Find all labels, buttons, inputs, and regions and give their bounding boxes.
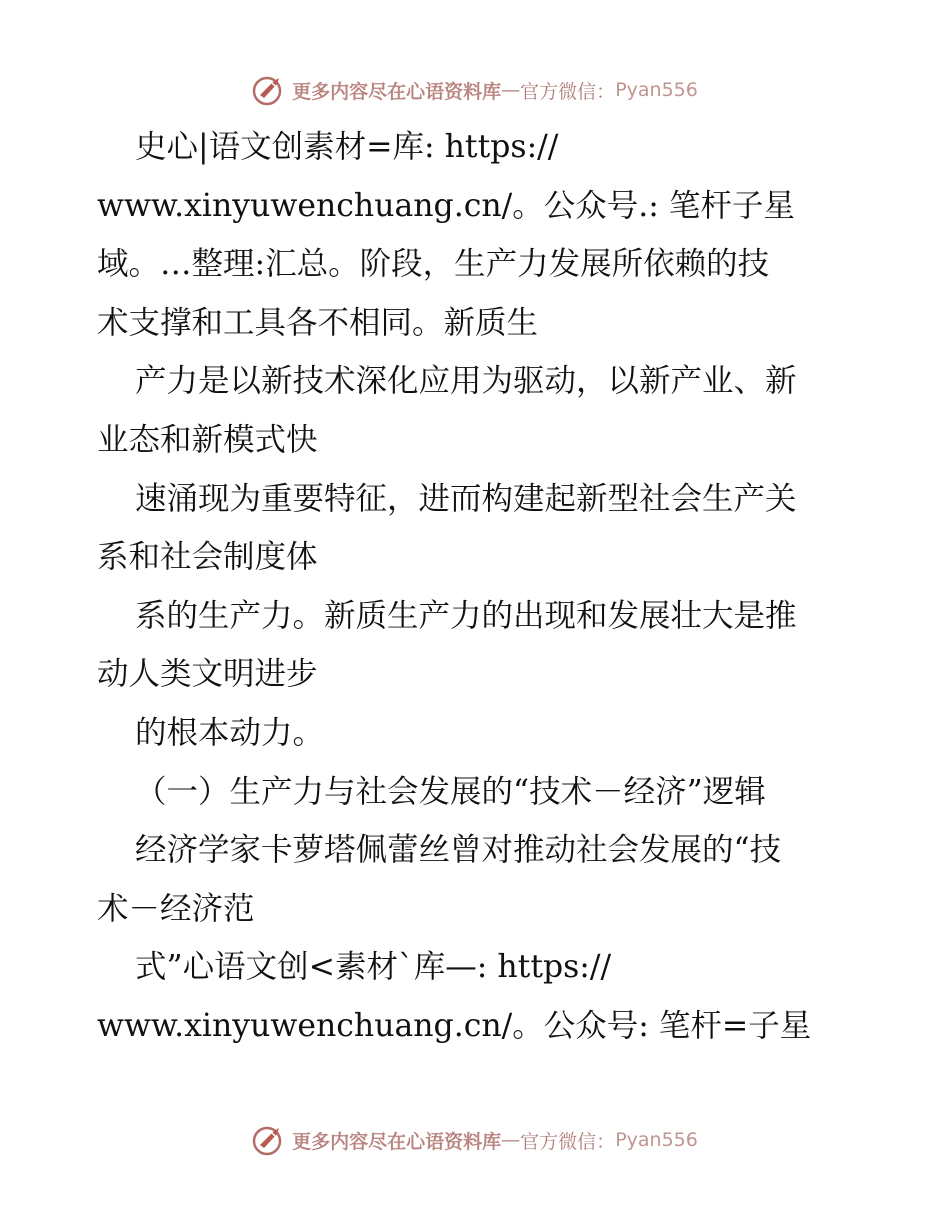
text-line: 的根本动力。	[135, 714, 325, 751]
banner-separator: —	[501, 79, 521, 101]
header-watermark-banner	[0, 70, 950, 110]
pen-nib-logo-icon	[252, 1123, 286, 1157]
pen-nib-logo-icon	[252, 73, 286, 107]
banner-official-text: 官方微信：	[520, 1130, 616, 1153]
text-line: www.xinyuwenchuang.cn/。公众号: 笔杆=子星	[97, 1007, 812, 1044]
text-line: 域。…整理:汇总。阶段，生产力发展所依赖的技	[97, 246, 770, 283]
banner-main-text: 更多内容尽在心语资料库	[292, 80, 502, 103]
text-line: 系和社会制度体	[97, 539, 318, 576]
footer-watermark-banner	[0, 1120, 950, 1160]
text-line: 经济学家卡萝塔佩蕾丝曾对推动社会发展的“技	[135, 832, 782, 869]
text-line: 业态和新模式快	[97, 421, 318, 458]
banner-wechat-id: Pyan556	[615, 79, 698, 101]
text-line: 术支撑和工具各不相同。新质生	[97, 304, 539, 341]
text-line: 系的生产力。新质生产力的出现和发展壮大是推	[135, 597, 797, 634]
banner-separator: —	[501, 1129, 521, 1151]
text-line: www.xinyuwenchuang.cn/。公众号.: 笔杆子星	[97, 187, 795, 224]
text-line: 动人类文明进步	[97, 656, 318, 693]
text-line: 术－经济范	[97, 890, 255, 927]
section-heading: （一）生产力与社会发展的“技术－经济”逻辑	[135, 773, 766, 810]
document-body	[97, 118, 877, 1056]
text-line: 速涌现为重要特征，进而构建起新型社会生产关	[135, 480, 797, 517]
text-line: 产力是以新技术深化应用为驱动，以新产业、新	[135, 363, 797, 400]
banner-main-text: 更多内容尽在心语资料库	[292, 1130, 502, 1153]
banner-wechat-id: Pyan556	[615, 1129, 698, 1151]
text-line: 史心|语文创素材=库: https://	[135, 129, 559, 165]
banner-official-text: 官方微信：	[520, 80, 616, 103]
text-line: 式”心语文创<素材`库—: https://	[135, 949, 612, 986]
